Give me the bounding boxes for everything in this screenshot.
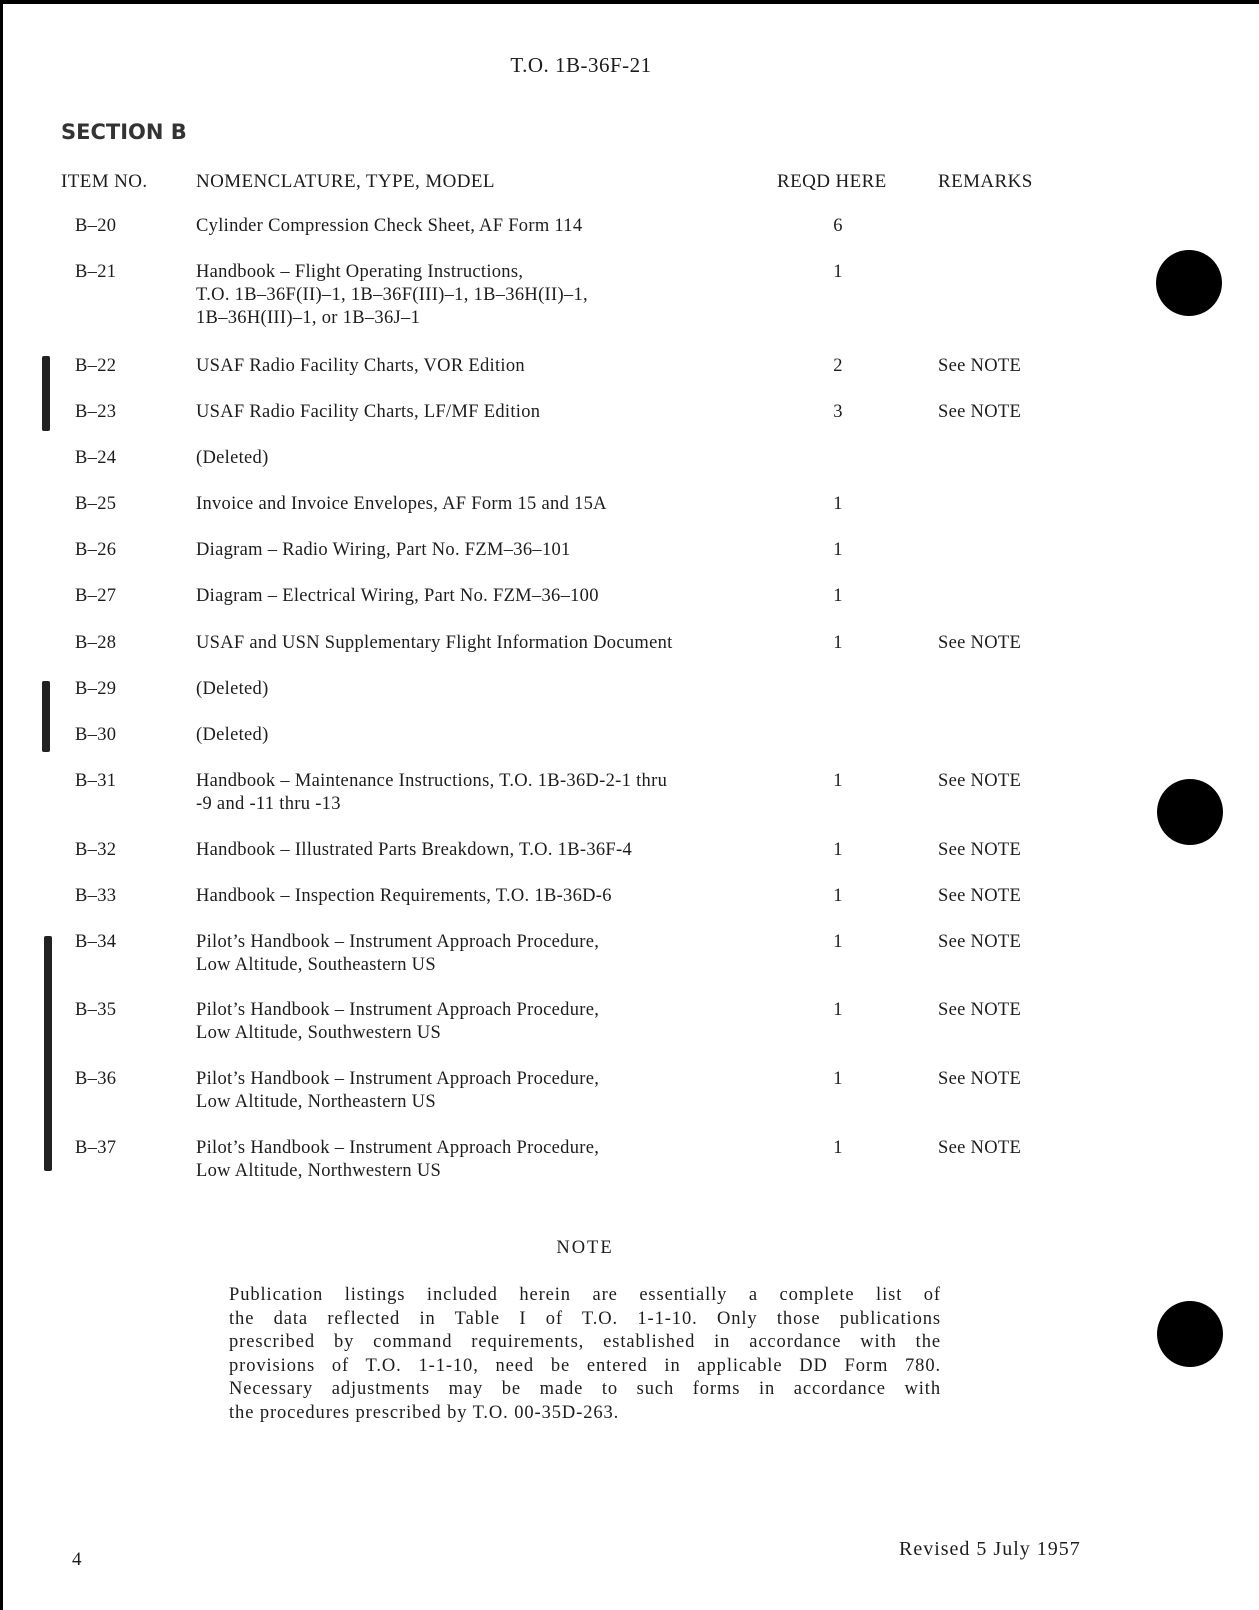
nomenclature-line: Pilot’s Handbook – Instrument Approach Procedure, [196,1000,600,1020]
item-number: B–34 [75,932,117,952]
item-number: B–33 [75,886,117,906]
note-line: Publication listings included herein are essentially a complete list of [229,1285,941,1305]
column-header-item-no: ITEM NO. [61,171,148,192]
required-quantity: 1 [833,586,843,606]
required-quantity: 6 [833,216,843,236]
nomenclature [196,632,776,655]
item-number: B–29 [75,679,117,699]
item-number: B–28 [75,633,117,653]
item-number: B–36 [75,1069,117,1089]
column-header-nomenclature: NOMENCLATURE, TYPE, MODEL [196,171,495,192]
nomenclature [196,1068,776,1114]
change-bar [42,681,50,752]
note-line: prescribed by command requirements, established in accordance with the [229,1332,941,1352]
nomenclature-line: Low Altitude, Southeastern US [196,955,436,975]
item-number: B–35 [75,1000,117,1020]
nomenclature [196,931,776,977]
nomenclature-line: (Deleted) [196,679,269,699]
nomenclature-line: T.O. 1B–36F(II)–1, 1B–36F(III)–1, 1B–36H(II)–1, [196,285,588,305]
nomenclature [196,261,776,330]
note-line: provisions of T.O. 1-1-10, need be entered in applicable DD Form 780. [229,1355,941,1376]
required-quantity: 2 [833,356,843,376]
column-header-remarks: REMARKS [938,171,1033,192]
nomenclature-line: -9 and -11 thru -13 [196,794,341,814]
required-quantity: 1 [833,1000,843,1020]
remarks: See NOTE [938,886,1022,906]
nomenclature [196,355,776,378]
item-number: B–32 [75,840,117,860]
item-number: B–22 [75,356,117,376]
binder-hole [1157,779,1223,845]
nomenclature-line: Diagram – Radio Wiring, Part No. FZM–36–101 [196,540,571,560]
remarks: See NOTE [938,1069,1022,1089]
nomenclature-line: Low Altitude, Northeastern US [196,1092,436,1112]
required-quantity: 1 [833,886,843,906]
nomenclature-line: Invoice and Invoice Envelopes, AF Form 15 and 15A [196,494,607,514]
page-number: 4 [72,1549,82,1570]
nomenclature-line: Handbook – Flight Operating Instructions, [196,262,524,282]
page-border-top [0,0,1259,4]
remarks: See NOTE [938,1000,1022,1020]
nomenclature-line: Handbook – Illustrated Parts Breakdown, T.O. 1B-36F-4 [196,840,633,860]
item-number: B–21 [75,262,117,282]
nomenclature-line: USAF and USN Supplementary Flight Information Document [196,633,673,653]
item-number: B–37 [75,1138,117,1158]
required-quantity: 1 [833,840,843,860]
item-number: B–20 [75,216,117,236]
note-line: Necessary adjustments may be made to such forms in accordance with [229,1379,941,1399]
item-number: B–30 [75,725,117,745]
revision-date: Revised 5 July 1957 [899,1538,1081,1560]
nomenclature-line: 1B–36H(III)–1, or 1B–36J–1 [196,308,421,328]
required-quantity: 1 [833,1138,843,1158]
nomenclature-line: Pilot’s Handbook – Instrument Approach Procedure, [196,1138,600,1158]
document-number: T.O. 1B-36F-21 [510,53,652,77]
remarks: See NOTE [938,402,1022,422]
required-quantity: 1 [833,494,843,514]
note-line: the data reflected in Table I of T.O. 1-1-10. Only those publications [229,1308,941,1329]
nomenclature [196,724,776,747]
nomenclature [196,493,776,516]
nomenclature-line: Cylinder Compression Check Sheet, AF Form 114 [196,216,583,236]
item-number: B–31 [75,771,117,791]
required-quantity: 1 [833,1069,843,1089]
nomenclature-line: (Deleted) [196,448,269,468]
nomenclature [196,770,776,816]
nomenclature [196,839,776,862]
item-number: B–25 [75,494,117,514]
nomenclature [196,999,776,1045]
required-quantity: 1 [833,262,843,282]
note-body [229,1284,941,1425]
nomenclature-line: Low Altitude, Northwestern US [196,1161,442,1181]
binder-hole [1156,250,1222,316]
note-line: the procedures prescribed by T.O. 00-35D-263. [229,1402,620,1423]
column-header-reqd-here: REQD HERE [777,171,887,192]
remarks: See NOTE [938,1138,1022,1158]
remarks: See NOTE [938,356,1022,376]
remarks: See NOTE [938,840,1022,860]
item-number: B–23 [75,402,117,422]
change-bar [42,356,50,431]
nomenclature-line: Pilot’s Handbook – Instrument Approach Procedure, [196,1069,600,1089]
nomenclature-line: USAF Radio Facility Charts, LF/MF Edition [196,402,541,422]
nomenclature [196,401,776,424]
remarks: See NOTE [938,633,1022,653]
nomenclature-line: Low Altitude, Southwestern US [196,1023,442,1043]
remarks: See NOTE [938,771,1022,791]
remarks: See NOTE [938,932,1022,952]
required-quantity: 1 [833,633,843,653]
section-title: SECTION B [61,120,187,144]
required-quantity: 1 [833,932,843,952]
nomenclature-line: (Deleted) [196,725,269,745]
nomenclature [196,1137,776,1183]
nomenclature-line: Handbook – Maintenance Instructions, T.O. 1B-36D-2-1 thru [196,771,668,791]
required-quantity: 1 [833,771,843,791]
required-quantity: 1 [833,540,843,560]
nomenclature-line: Handbook – Inspection Requirements, T.O. 1B-36D-6 [196,886,612,906]
nomenclature [196,539,776,562]
nomenclature-line: Diagram – Electrical Wiring, Part No. FZM–36–100 [196,586,599,606]
nomenclature [196,585,776,608]
change-bar [44,936,52,1171]
note-heading: NOTE [556,1238,614,1258]
page-border-left [0,0,3,1610]
item-number: B–27 [75,586,117,606]
nomenclature-line: Pilot’s Handbook – Instrument Approach Procedure, [196,932,600,952]
nomenclature [196,678,776,701]
nomenclature [196,215,776,238]
required-quantity: 3 [833,402,843,422]
binder-hole [1157,1301,1223,1367]
nomenclature-line: USAF Radio Facility Charts, VOR Edition [196,356,525,376]
nomenclature [196,885,776,908]
item-number: B–24 [75,448,117,468]
item-number: B–26 [75,540,117,560]
nomenclature [196,447,776,470]
